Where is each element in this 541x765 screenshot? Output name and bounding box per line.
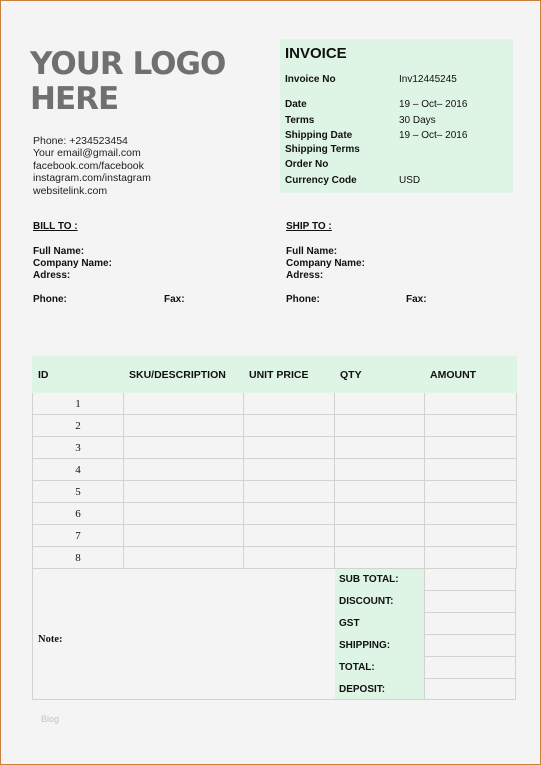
row-id: 3 xyxy=(33,437,124,459)
subtotal-value[interactable] xyxy=(424,569,516,591)
shipping-date-value: 19 – Oct– 2016 xyxy=(399,130,468,141)
cell-qty[interactable] xyxy=(335,481,425,503)
logo-line-1: YOUR LOGO xyxy=(30,46,226,82)
row-id: 5 xyxy=(33,481,124,503)
cell-unit-price[interactable] xyxy=(244,481,335,503)
invoice-title: INVOICE xyxy=(285,45,347,62)
cell-description[interactable] xyxy=(124,547,244,569)
gst-label: GST xyxy=(339,618,360,629)
cell-qty[interactable] xyxy=(335,415,425,437)
row-id: 6 xyxy=(33,503,124,525)
ship-full-name-label: Full Name: xyxy=(286,246,338,257)
currency-code-label: Currency Code xyxy=(285,175,357,186)
cell-qty[interactable] xyxy=(335,437,425,459)
cell-qty[interactable] xyxy=(335,459,425,481)
order-no-label: Order No xyxy=(285,159,329,170)
cell-amount[interactable] xyxy=(425,525,517,547)
contact-phone: Phone: +234523454 xyxy=(33,135,128,147)
gst-value[interactable] xyxy=(424,613,516,635)
deposit-label: DEPOSIT: xyxy=(339,684,386,695)
discount-value[interactable] xyxy=(424,591,516,613)
table-row xyxy=(33,393,517,415)
logo-placeholder xyxy=(30,47,225,117)
line-items-table xyxy=(32,356,517,569)
shipping-date-label: Shipping Date xyxy=(285,130,353,141)
contact-facebook: facebook.com/facebook xyxy=(33,159,144,172)
cell-unit-price[interactable] xyxy=(244,525,335,547)
total-label: TOTAL: xyxy=(339,662,375,673)
ship-fax-label: Fax: xyxy=(406,294,427,305)
cell-qty[interactable] xyxy=(335,393,425,415)
bill-phone-label: Phone: xyxy=(33,294,67,305)
cell-description[interactable] xyxy=(124,437,244,459)
cell-description[interactable] xyxy=(124,393,244,415)
shipping-terms-label: Shipping Terms xyxy=(285,144,360,155)
cell-description[interactable] xyxy=(124,459,244,481)
cell-description[interactable] xyxy=(124,415,244,437)
watermark-text: Blog xyxy=(41,714,60,724)
table-row xyxy=(33,525,517,547)
cell-description[interactable] xyxy=(124,503,244,525)
cell-amount[interactable] xyxy=(425,415,517,437)
row-id: 7 xyxy=(33,525,124,547)
cell-description[interactable] xyxy=(124,481,244,503)
table-row xyxy=(33,503,517,525)
terms-label: Terms xyxy=(285,115,315,126)
contact-instagram: instagram.com/instagram xyxy=(33,172,151,185)
cell-amount[interactable] xyxy=(425,459,517,481)
invoice-no-label: Invoice No xyxy=(285,74,336,85)
cell-unit-price[interactable] xyxy=(244,503,335,525)
cell-unit-price[interactable] xyxy=(244,415,335,437)
contact-website: websitelink.com xyxy=(33,184,108,197)
row-id: 4 xyxy=(33,459,124,481)
bill-fax-label: Fax: xyxy=(164,294,185,305)
shipping-value[interactable] xyxy=(424,635,516,657)
ship-company-label: Company Name: xyxy=(286,258,365,269)
cell-amount[interactable] xyxy=(425,437,517,459)
col-header-description: SKU/DESCRIPTION xyxy=(124,357,244,393)
total-value[interactable] xyxy=(424,657,516,679)
note-label: Note: xyxy=(38,634,63,645)
row-id: 8 xyxy=(33,547,124,569)
bill-address-label: Adress: xyxy=(33,270,71,281)
totals-label-column xyxy=(335,569,424,699)
cell-amount[interactable] xyxy=(425,393,517,415)
cell-description[interactable] xyxy=(124,525,244,547)
date-label: Date xyxy=(285,99,307,110)
cell-unit-price[interactable] xyxy=(244,459,335,481)
deposit-value[interactable] xyxy=(424,679,516,700)
invoice-no-value: Inv12445245 xyxy=(399,74,457,85)
bill-full-name-label: Full Name: xyxy=(33,246,85,257)
table-row xyxy=(33,481,517,503)
cell-amount[interactable] xyxy=(425,547,517,569)
currency-code-value: USD xyxy=(399,175,421,186)
col-header-qty: QTY xyxy=(335,357,425,393)
table-row xyxy=(33,415,517,437)
subtotal-label: SUB TOTAL: xyxy=(339,574,399,585)
bill-company-label: Company Name: xyxy=(33,258,112,269)
date-value: 19 – Oct– 2016 xyxy=(399,99,468,110)
col-header-unit-price: UNIT PRICE xyxy=(244,357,335,393)
contact-info xyxy=(33,135,151,197)
col-header-amount: AMOUNT xyxy=(425,357,517,393)
col-header-id: ID xyxy=(33,357,124,393)
bill-to-heading: BILL TO : xyxy=(33,221,78,232)
shipping-label: SHIPPING: xyxy=(339,640,391,651)
table-row xyxy=(33,437,517,459)
cell-amount[interactable] xyxy=(425,481,517,503)
table-row xyxy=(33,459,517,481)
discount-label: DISCOUNT: xyxy=(339,596,394,607)
row-id: 1 xyxy=(33,393,124,415)
table-row xyxy=(33,547,517,569)
ship-to-heading: SHIP TO : xyxy=(286,221,332,232)
cell-unit-price[interactable] xyxy=(244,547,335,569)
logo-line-2: HERE xyxy=(30,81,119,117)
cell-qty[interactable] xyxy=(335,525,425,547)
terms-value: 30 Days xyxy=(399,115,436,126)
table-header-row xyxy=(33,357,517,393)
cell-amount[interactable] xyxy=(425,503,517,525)
cell-unit-price[interactable] xyxy=(244,393,335,415)
cell-unit-price[interactable] xyxy=(244,437,335,459)
cell-qty[interactable] xyxy=(335,503,425,525)
notes-and-totals xyxy=(32,568,516,700)
cell-qty[interactable] xyxy=(335,547,425,569)
ship-address-label: Adress: xyxy=(286,270,324,281)
row-id: 2 xyxy=(33,415,124,437)
invoice-details-box xyxy=(280,39,513,193)
ship-phone-label: Phone: xyxy=(286,294,320,305)
contact-email: Your email@gmail.com xyxy=(33,147,141,160)
